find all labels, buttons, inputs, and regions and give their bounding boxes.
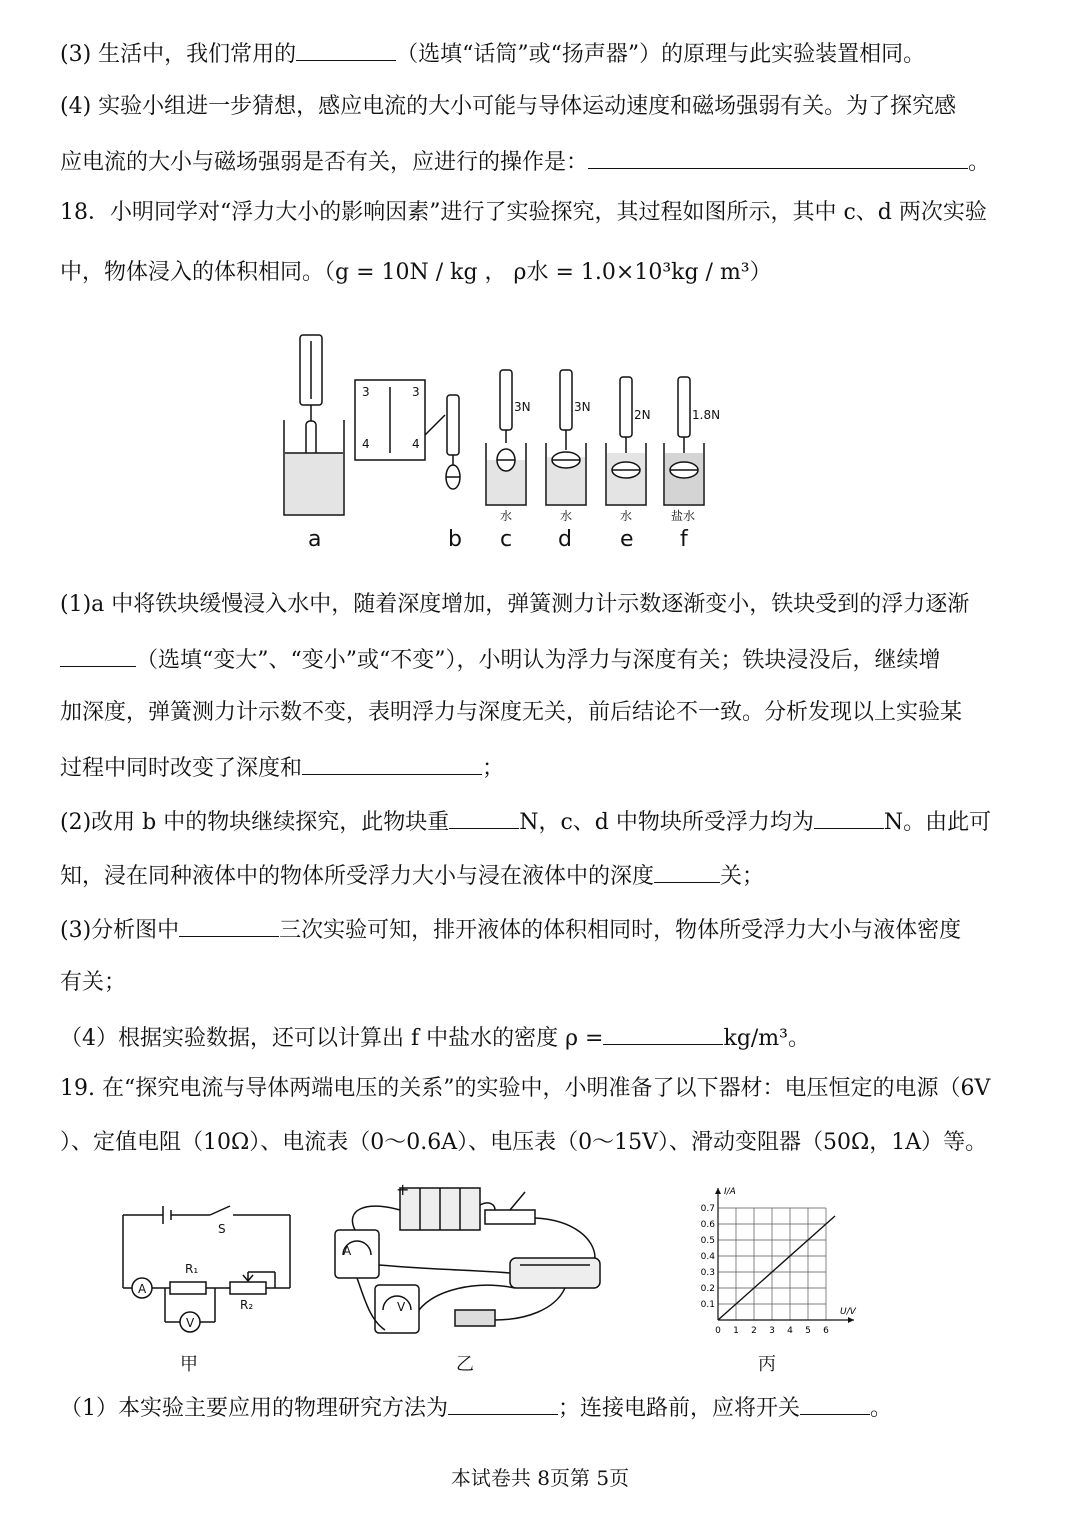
resistor-r2-label: R₂ bbox=[240, 1298, 254, 1312]
page-footer: 本试卷共 8页第 5页 bbox=[450, 1466, 630, 1490]
q18-intro-line2: 中，物体浸入的体积相同。（g = 10N / kg ， ρ水 = 1.0×10³kg / m³） bbox=[60, 260, 772, 285]
y-tick-label: 0.7 bbox=[700, 1204, 715, 1214]
answer-blank[interactable] bbox=[588, 146, 968, 169]
y-tick-label: 0.3 bbox=[700, 1268, 715, 1278]
q19-intro-line1: 19. 在“探究电流与导体两端电压的关系”的实验中，小明准备了以下器材：电压恒定的电源（6V bbox=[60, 1076, 991, 1101]
q18-part1-line1: (1)a 中将铁块缓慢浸入水中，随着深度增加，弹簧测力计示数逐渐变小，铁块受到的浮力逐渐 bbox=[60, 592, 970, 617]
liquid-label: 水 bbox=[620, 509, 633, 523]
q18-part2-line2: 知，浸在同种液体中的物体所受浮力大小与浸在液体中的深度 关； bbox=[60, 860, 1040, 892]
answer-blank[interactable] bbox=[448, 1392, 558, 1415]
panel-label: c bbox=[500, 527, 513, 552]
q18-part2-line1: (2)改用 b 中的物块继续探究，此物块重 N，c、d 中物块所受浮力均为 N。由此可 bbox=[60, 806, 1040, 838]
q18-part1-line3: 加深度，弹簧测力计示数不变，表明浮力与深度无关，前后结论不一致。分析发现以上实验某 bbox=[60, 700, 963, 725]
y-tick-label: 0.2 bbox=[700, 1284, 715, 1294]
scale-reading: 3N bbox=[514, 400, 531, 414]
x-tick-label: 5 bbox=[805, 1326, 811, 1336]
apparatus-ammeter-label: A bbox=[343, 1244, 352, 1258]
q18-part3-line1: (3)分析图中 三次实验可知，排开液体的体积相同时，物体所受浮力大小与液体密度 bbox=[60, 914, 1040, 946]
panel-label: a bbox=[308, 527, 322, 552]
figure-caption: 甲 bbox=[180, 1354, 198, 1375]
panel-label: f bbox=[680, 527, 688, 552]
answer-blank[interactable] bbox=[296, 38, 396, 61]
zoom-tick: 3 bbox=[412, 385, 420, 399]
panel-label: b bbox=[448, 527, 462, 552]
apparatus-drawing bbox=[325, 1170, 625, 1350]
circuit-diagram bbox=[115, 1200, 300, 1350]
q19-part1: （1）本实验主要应用的物理研究方法为 ；连接电路前，应将开关 。 bbox=[60, 1392, 1040, 1424]
x-tick-label: 2 bbox=[751, 1326, 757, 1336]
buoyancy-figure bbox=[270, 325, 740, 560]
q19-intro-line2: ）、定值电阻（10Ω）、电流表（0～0.6A）、电压表（0～15V）、滑动变阻器（50Ω，1A）等。 bbox=[60, 1130, 988, 1155]
scale-reading: 2N bbox=[634, 408, 651, 422]
x-tick-label: 0 bbox=[715, 1326, 721, 1336]
answer-blank[interactable] bbox=[654, 860, 720, 883]
q18-part3-line2: 有关； bbox=[60, 970, 127, 995]
figure-caption: 丙 bbox=[758, 1354, 776, 1375]
apparatus-voltmeter-label: V bbox=[397, 1300, 406, 1314]
scale-reading: 3N bbox=[574, 400, 591, 414]
resistor-r1-label: R₁ bbox=[185, 1262, 199, 1276]
y-tick-label: 0.5 bbox=[700, 1236, 715, 1246]
x-tick-label: 6 bbox=[823, 1326, 829, 1336]
y-tick-label: 0.6 bbox=[700, 1220, 715, 1230]
x-tick-label: 4 bbox=[787, 1326, 793, 1336]
liquid-label: 水 bbox=[500, 509, 513, 523]
answer-blank[interactable] bbox=[179, 914, 279, 937]
answer-blank[interactable] bbox=[60, 644, 136, 667]
answer-blank[interactable] bbox=[302, 752, 482, 775]
y-tick-label: 0.1 bbox=[700, 1300, 715, 1310]
panel-label: e bbox=[620, 527, 634, 552]
zoom-tick: 4 bbox=[412, 437, 420, 451]
q18-part1-line4: 过程中同时改变了深度和 ； bbox=[60, 752, 1040, 784]
answer-blank[interactable] bbox=[800, 1392, 870, 1415]
q18-intro-line1: 18．小明同学对“浮力大小的影响因素”进行了实验探究，其过程如图所示，其中 c、d 两次实验 bbox=[60, 200, 987, 225]
battery-plus-label: + bbox=[396, 1180, 410, 1199]
voltmeter-label: V bbox=[186, 1316, 195, 1330]
x-tick-label: 1 bbox=[733, 1326, 739, 1336]
zoom-tick: 3 bbox=[362, 385, 370, 399]
y-tick-label: 0.4 bbox=[700, 1252, 715, 1262]
y-axis-arrow bbox=[715, 1188, 721, 1194]
liquid-label: 水 bbox=[560, 509, 573, 523]
figure-caption: 乙 bbox=[456, 1354, 474, 1375]
x-tick-label: 3 bbox=[769, 1326, 775, 1336]
liquid-label: 盐水 bbox=[671, 509, 696, 523]
q17-part4-line1: (4) 实验小组进一步猜想，感应电流的大小可能与导体运动速度和磁场强弱有关。为了探究感 bbox=[60, 94, 957, 119]
q18-part1-line2: （选填“变大”、“变小”或“不变”），小明认为浮力与深度有关；铁块浸没后，继续增 bbox=[60, 644, 1040, 676]
scale-reading: 1.8N bbox=[692, 408, 721, 422]
x-axis-label: U/V bbox=[840, 1307, 856, 1317]
q17-part3: (3) 生活中，我们常用的 （选填“话筒”或“扬声器”）的原理与此实验装置相同。 bbox=[60, 38, 1040, 70]
answer-blank[interactable] bbox=[449, 806, 519, 829]
answer-blank[interactable] bbox=[603, 1022, 723, 1045]
answer-blank[interactable] bbox=[814, 806, 884, 829]
zoom-tick: 4 bbox=[362, 437, 370, 451]
ammeter-label: A bbox=[138, 1282, 147, 1296]
series-line bbox=[718, 1216, 835, 1320]
x-axis-arrow bbox=[848, 1317, 854, 1323]
switch-label: S bbox=[218, 1222, 226, 1236]
iu-graph bbox=[690, 1180, 870, 1355]
q17-part4-line2: 应电流的大小与磁场强弱是否有关，应进行的操作是： 。 bbox=[60, 146, 1040, 178]
q18-part4: （4）根据实验数据，还可以计算出 f 中盐水的密度 ρ = kg/m³。 bbox=[60, 1022, 1040, 1054]
y-axis-label: I/A bbox=[724, 1187, 736, 1197]
panel-label: d bbox=[558, 527, 572, 552]
